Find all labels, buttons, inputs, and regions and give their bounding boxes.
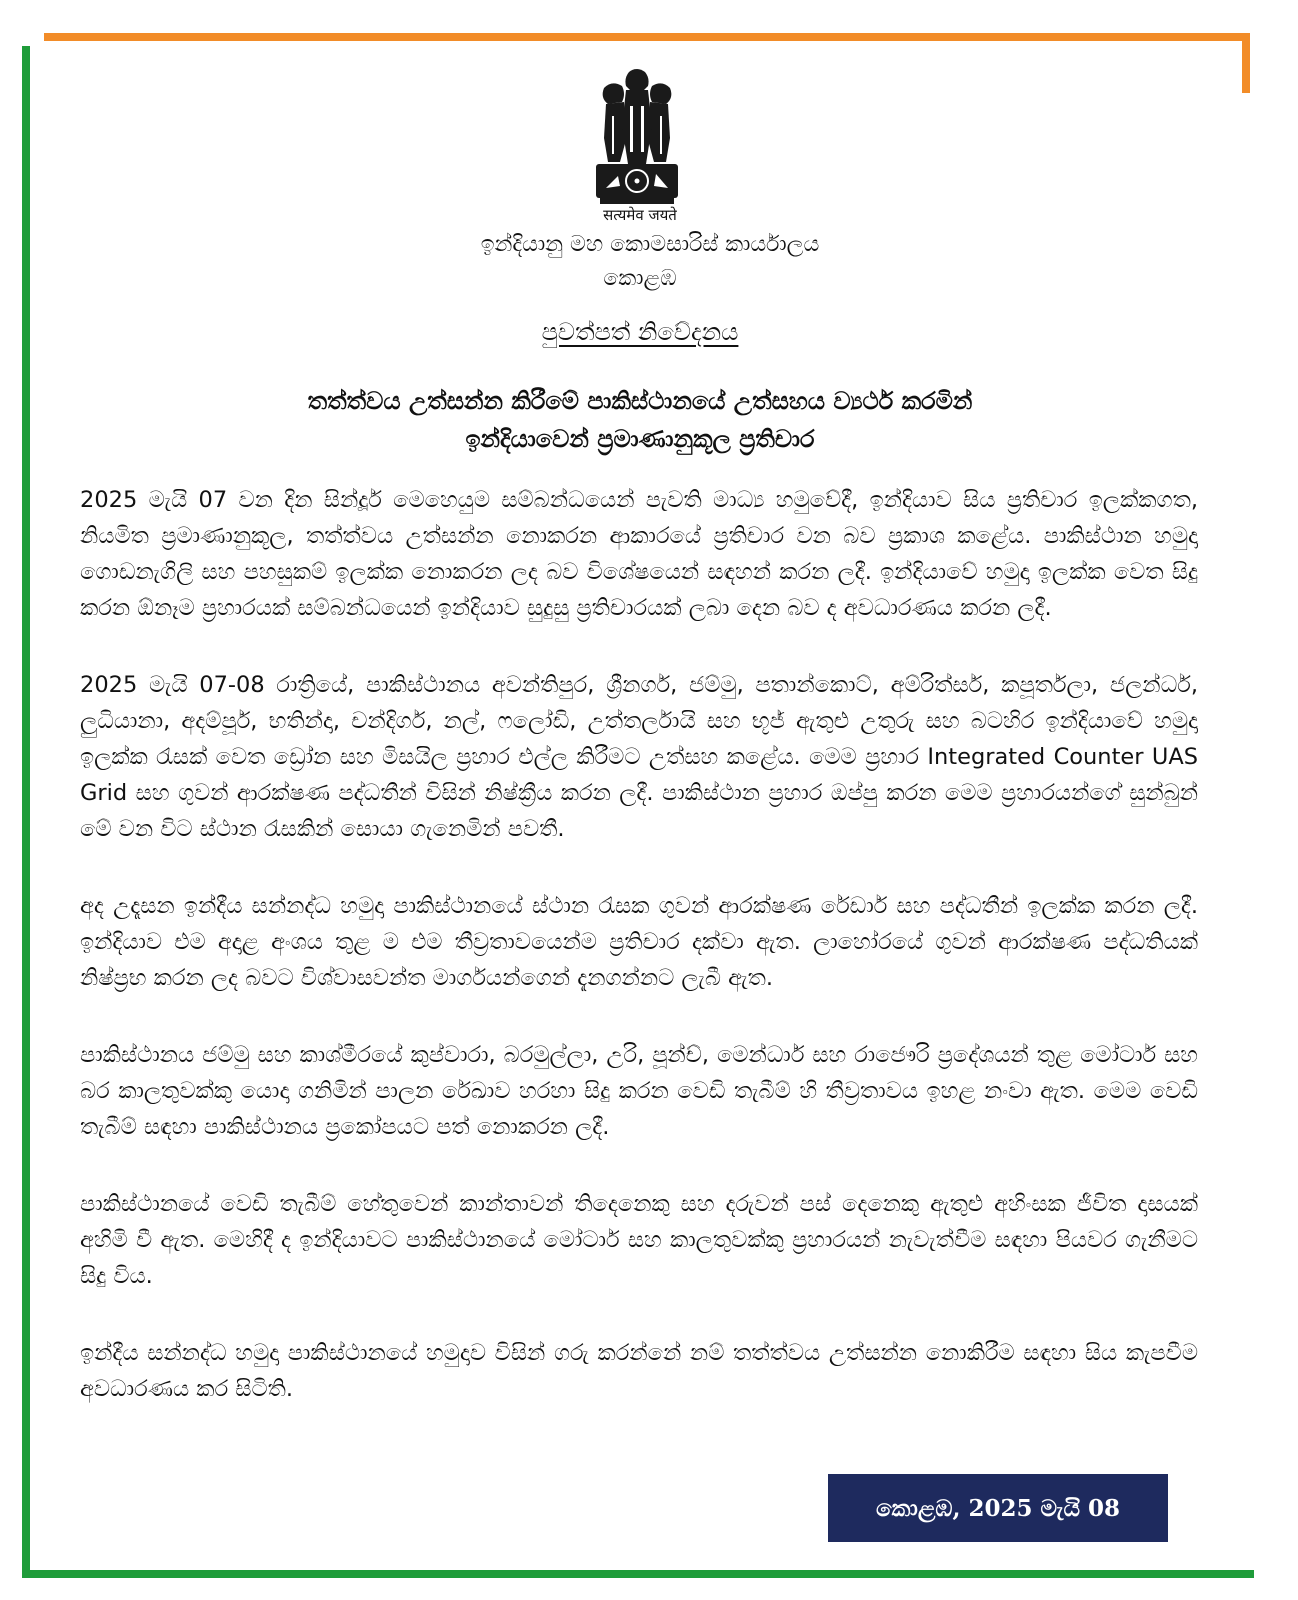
press-release-body <box>80 482 1198 1448</box>
headline-line-2: ඉන්දියාවෙන් ප්‍රමාණානුකූල ප්‍රතිචාර <box>465 425 815 453</box>
paragraph-3: අද උදෑසන ඉන්දීය සන්නද්ධ හමුදා පාකිස්ථානයේ ස්ථාන රැසක ගුවන් ආරක්ෂණ රේඩාර් සහ පද්ධතීන් ඉලක්ක කරන ලදී. ඉන්දියාව එම අදාළ අංශය තුළ ම එම තීව්‍රතාවයෙන්ම ප්‍රතිචාර දක්වා ඇත. ලාහෝරයේ ගුවන් ආරක්ෂණ පද්ධතියක් නිෂ්ප්‍රභ කරන ලද බවට විශ්වාසවන්ත මාර්ගයන්ගෙන් දැනගන්නට ලැබී ඇත. <box>80 893 1198 991</box>
frame-bottom-border <box>22 1570 1254 1578</box>
lion-capital-emblem-icon <box>586 66 688 222</box>
paragraph-6: ඉන්දීය සන්නද්ධ හමුදා පාකිස්ථානයේ හමුදාව විසින් ගරු කරන්නේ නම් තත්ත්වය උත්සන්න නොකිරීම සඳහා සිය කැපවීම අවධාරණය කර සිටිති. <box>80 1340 1198 1402</box>
paragraph-5: පාකිස්ථානයේ වෙඩි තැබීම් හේතුවෙන් කාන්තාවන් තිදෙනෙකු සහ දරුවන් පස් දෙනෙකු ඇතුළු අහිංසක ජීවිත දාසයක් අහිමි වී ඇත. මෙහිදී ද ඉන්දියාවට පාකිස්ථානයේ මෝටාර් සහ කාලතුවක්කු ප්‍රහාරයන් නැවැත්වීම සඳහා පියවර ගැනීමට සිදු විය. <box>80 1191 1198 1289</box>
document-type <box>390 318 890 346</box>
paragraph-1: 2025 මැයි 07 වන දින සින්දූර් මෙහෙයුම සම්බන්ධයෙන් පැවති මාධ්‍ය හමුවේදී, ඉන්දියාව සිය ප්‍රතිචාර ඉලක්කගත, නියමිත ප්‍රමාණානුකූල, තත්ත්වය උත්සන්න නොකරන ආකාරයේ ප්‍රතිචාර වන බව ප්‍රකාශ කළේය. පාකිස්ථාන හමුදා ගොඩනැගිලි සහ පහසුකම් ඉලක්ක නොකරන ලද බව විශේෂයෙන් සඳහන් කරන ලදී. ඉන්දියාවේ හමුදා ඉලක්ක වෙත සිදු කරන ඕනෑම ප්‍රහාරයක් සම්බන්ධයෙන් ඉන්දියාව සුදුසු ප්‍රතිචාරයක් ලබා දෙන බව ද අවධාරණය කරන ලදී. <box>80 487 1198 621</box>
paragraph-2: 2025 මැයි 07-08 රාත්‍රියේ, පාකිස්ථානය අවන්තිපුර, ශ්‍රීනගර්, ජම්මු, පතාන්කොට්, අම්රිත්සර්, කපූර්තලා, ජලන්ධර්, ලුධියානා, අදම්පූර්, භතින්දා, චන්දිගර්, නල්, ෆලෝඩි, උත්තර්ලායි සහ භූජ් ඇතුළු උතුරු සහ බටහිර ඉන්දියාවේ හමුදා ඉලක්ක රැසක් වෙත ඩ්‍රෝන සහ මිසයිල ප්‍රහාර එල්ල කිරීමට උත්සහ කළේය. මෙම ප්‍රහාර Integrated Counter UAS Grid සහ ගුවන් ආරක්ෂණ පද්ධතීන් විසින් නිෂ්ක්‍රීය කරන ලදී. පාකිස්ථාන ප්‍රහාර ඔප්පු කරන මෙම ප්‍රහාරයන්ගේ සුන්බුන් මේ වන විට ස්ථාන රැසකින් සොයා ගැනෙමින් පවතී. <box>80 672 1198 842</box>
frame-left-border <box>22 46 30 1576</box>
headline <box>120 382 1160 458</box>
frame-right-border <box>1242 33 1250 93</box>
frame-top-border <box>44 33 1250 41</box>
paragraph-4: පාකිස්ථානය ජම්මු සහ කාශ්මීරයේ කුප්වාරා, බරමුල්ලා, උරි, පූන්ච්, මෙන්ධාර් සහ රාජෞරි ප්‍රදේශයන් තුළ මෝටාර් සහ බර කාලතුවක්කු යොදා ගනිමින් පාලන රේඛාව හරහා සිදු කරන වෙඩි තැබීම් හි තීව්‍රතාවය ඉහළ නංවා ඇත. මෙම වෙඩි තැබීම් සඳහා පාකිස්ථානය ප්‍රකෝපයට පත් නොකරන ලදී. <box>80 1042 1198 1140</box>
headline-line-1: තත්ත්වය උත්සන්න කිරීමේ පාකිස්ථානයේ උත්සහය ව්‍යර්ථ කරමින් <box>307 387 973 415</box>
document-type-label: පුවත්පත් නිවේදනය <box>541 318 739 346</box>
release-date: කොළඹ, 2025 මැයි 08 <box>875 1494 1121 1522</box>
office-city: කොළඹ <box>603 266 677 291</box>
date-box <box>828 1474 1168 1542</box>
emblem-motto: सत्यमेव जयते <box>603 206 677 224</box>
office-name: ඉන්දියානු මහ කොමසාරිස් කාර්යාලය <box>480 232 820 257</box>
